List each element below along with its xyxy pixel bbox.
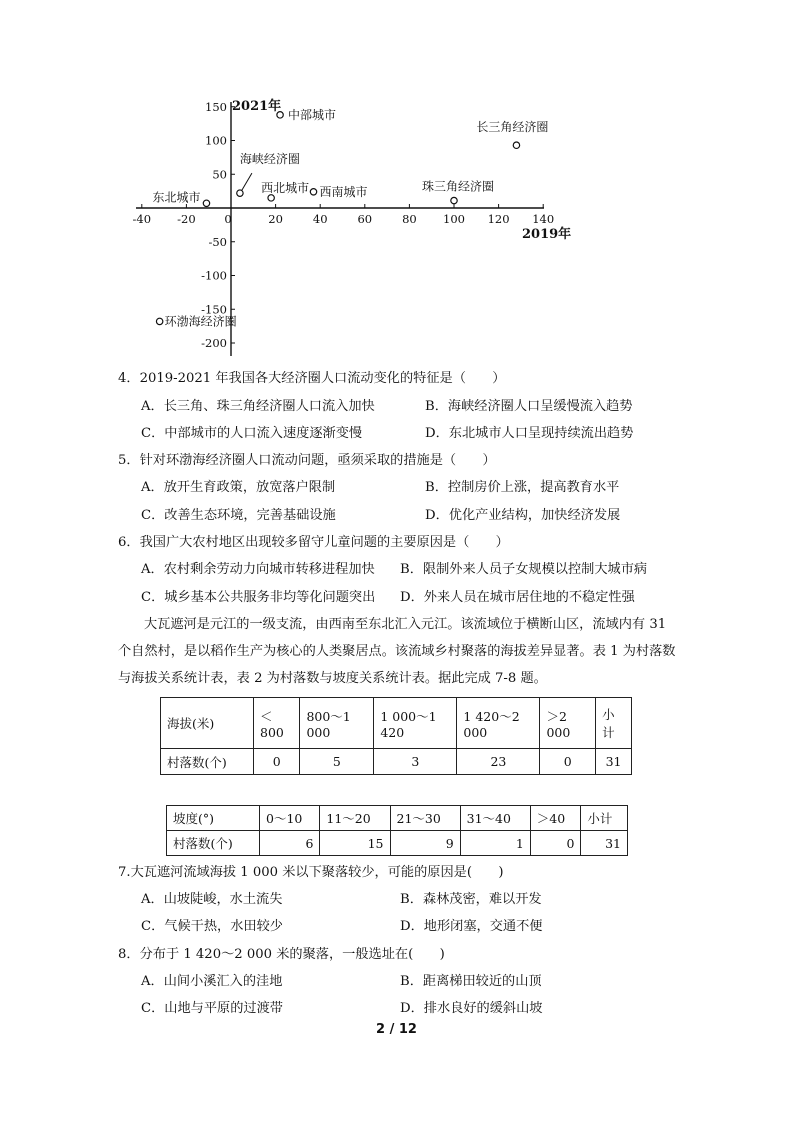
table-cell: 5 [300, 749, 374, 775]
table-cell: 31 [581, 831, 628, 856]
x-tick-label: 120 [487, 212, 510, 226]
table-header-cell: 1 000～1 420 [374, 698, 457, 749]
table-header-cell: 11～20 [320, 806, 390, 831]
question-6-option-a[interactable]: A．农村剩余劳动力向城市转移进程加快 [141, 562, 375, 577]
table-header-cell: ＜800 [254, 698, 300, 749]
table-row-label: 村落数(个) [167, 831, 260, 856]
question-5-option-c[interactable]: C．改善生态环境，完善基础设施 [141, 508, 336, 523]
population-flow-chart [0, 0, 793, 370]
table-row [167, 806, 628, 831]
page-number: 2 / 12 [376, 1022, 417, 1037]
data-point [156, 318, 162, 324]
table-header-cell: 1 420～2 000 [457, 698, 540, 749]
data-point [513, 142, 519, 148]
table-cell: 6 [260, 831, 320, 856]
point-label: 环渤海经济圈 [164, 314, 237, 329]
table-row [161, 698, 632, 749]
table-cell: 23 [457, 749, 540, 775]
point-label: 珠三角经济圈 [421, 179, 495, 194]
table-cell: 31 [596, 749, 632, 775]
table-header-cell: 小计 [596, 698, 632, 749]
x-tick-label: 80 [402, 212, 417, 226]
y-tick-label: -150 [201, 302, 227, 317]
altitude-table [160, 697, 632, 775]
table-header-cell: ＞40 [530, 806, 581, 831]
table-cell: 0 [530, 831, 581, 856]
passage-text: 大瓦遮河是元江的一级支流，由西南至东北汇入元江。该流域位于横断山区，流域内有 31 个自然村，是以稻作生产为核心的人类聚居点。该流域乡村聚落的海拔差异显著。表 1 为村落数与海拔关系统计表，表 2 为村落数与坡度关系统计表。据此完成 7-8 题。 [118, 617, 676, 686]
data-point [451, 197, 457, 203]
point-label: 西南城市 [319, 184, 368, 199]
x-tick-label: -20 [177, 212, 196, 226]
x-tick-label: 20 [268, 212, 283, 226]
y-tick-label: -100 [201, 268, 227, 283]
y-tick-label: -50 [208, 234, 227, 249]
x-tick-label: 140 [532, 212, 555, 226]
table-header-cell: 小计 [581, 806, 628, 831]
table-cell: 9 [390, 831, 460, 856]
question-6-stem: 6．我国广大农村地区出现较多留守儿童问题的主要原因是（ ） [118, 535, 509, 550]
data-point [268, 195, 274, 201]
question-4-option-a[interactable]: A．长三角、珠三角经济圈人口流入加快 [141, 399, 375, 414]
y-tick-label: 150 [205, 99, 227, 114]
y-tick-label: -200 [201, 336, 227, 350]
table-cell: 1 [460, 831, 530, 856]
question-4-stem: 4．2019-2021 年我国各大经济圈人口流动变化的特征是（ ） [118, 371, 506, 386]
question-5-option-a[interactable]: A．放开生育政策，放宽落户限制 [141, 480, 336, 495]
question-8-option-d[interactable]: D．排水良好的缓斜山坡 [400, 1001, 543, 1016]
x-tick-label: -40 [132, 212, 152, 226]
question-7-option-b[interactable]: B．森林茂密，难以开发 [400, 892, 542, 907]
table-header-cell: 800～1 000 [300, 698, 374, 749]
y-axis-label: 2021年 [232, 99, 282, 114]
question-4-option-c[interactable]: C．中部城市的人口流入速度逐渐变慢 [141, 426, 363, 441]
table-cell: 0 [540, 749, 596, 775]
question-8-option-c[interactable]: C．山地与平原的过渡带 [141, 1001, 283, 1016]
x-tick-label: 60 [357, 212, 373, 226]
table-row [161, 749, 632, 775]
question-7-option-a[interactable]: A．山坡陡峻，水土流失 [141, 892, 283, 907]
question-8-stem: 8．分布于 1 420～2 000 米的聚落，一般选址在( ) [118, 947, 445, 962]
table-header-cell: 31～40 [460, 806, 530, 831]
point-label: 长三角经济圈 [476, 120, 549, 135]
point-label: 中部城市 [288, 107, 337, 122]
y-tick-label: 100 [205, 133, 227, 148]
table-cell: 3 [374, 749, 457, 775]
table-header-label: 海拔(米) [161, 698, 254, 749]
y-tick-label: 50 [212, 167, 227, 182]
data-point [310, 189, 316, 195]
question-5-option-b[interactable]: B．控制房价上涨，提高教育水平 [425, 480, 620, 495]
data-point [203, 200, 209, 206]
passage [118, 611, 678, 692]
point-label: 西北城市 [261, 180, 310, 195]
point-label: 海峡经济圈 [239, 152, 300, 167]
question-5-stem: 5．针对环渤海经济圈人口流动问题，亟须采取的措施是（ ） [118, 453, 496, 468]
question-7-stem: 7.大瓦遮河流域海拔 1 000 米以下聚落较少，可能的原因是( ) [118, 865, 504, 880]
point-label: 东北城市 [152, 190, 201, 205]
question-8-option-b[interactable]: B．距离梯田较近的山顶 [400, 974, 542, 989]
question-4-option-d[interactable]: D．东北城市人口呈现持续流出趋势 [425, 426, 634, 441]
x-tick-label: 40 [312, 212, 328, 226]
table-header-cell: 0～10 [260, 806, 320, 831]
table-header-cell: 21～30 [390, 806, 460, 831]
table-row [167, 831, 628, 856]
table-cell: 15 [320, 831, 390, 856]
question-8-option-a[interactable]: A．山间小溪汇入的洼地 [141, 974, 283, 989]
x-axis-label: 2019年 [522, 227, 572, 242]
leader-line [242, 173, 252, 190]
data-point [237, 190, 243, 196]
question-6-option-c[interactable]: C．城乡基本公共服务非均等化问题突出 [141, 590, 376, 605]
chart-ticks [133, 100, 555, 350]
x-tick-label: 0 [224, 212, 232, 226]
x-tick-label: 100 [443, 212, 465, 226]
table-cell: 0 [254, 749, 300, 775]
table-row-label: 村落数(个) [161, 749, 254, 775]
question-7-option-d[interactable]: D．地形闭塞，交通不便 [400, 919, 543, 934]
table-header-cell: ＞2 000 [540, 698, 596, 749]
question-4-option-b[interactable]: B．海峡经济圈人口呈缓慢流入趋势 [425, 399, 633, 414]
table-header-label: 坡度(°) [167, 806, 260, 831]
question-6-option-b[interactable]: B．限制外来人员子女规模以控制大城市病 [400, 562, 648, 577]
question-7-option-c[interactable]: C．气候干热，水田较少 [141, 919, 283, 934]
question-6-option-d[interactable]: D．外来人员在城市居住地的不稳定性强 [400, 590, 635, 605]
question-5-option-d[interactable]: D．优化产业结构，加快经济发展 [425, 508, 621, 523]
slope-table [166, 805, 628, 856]
